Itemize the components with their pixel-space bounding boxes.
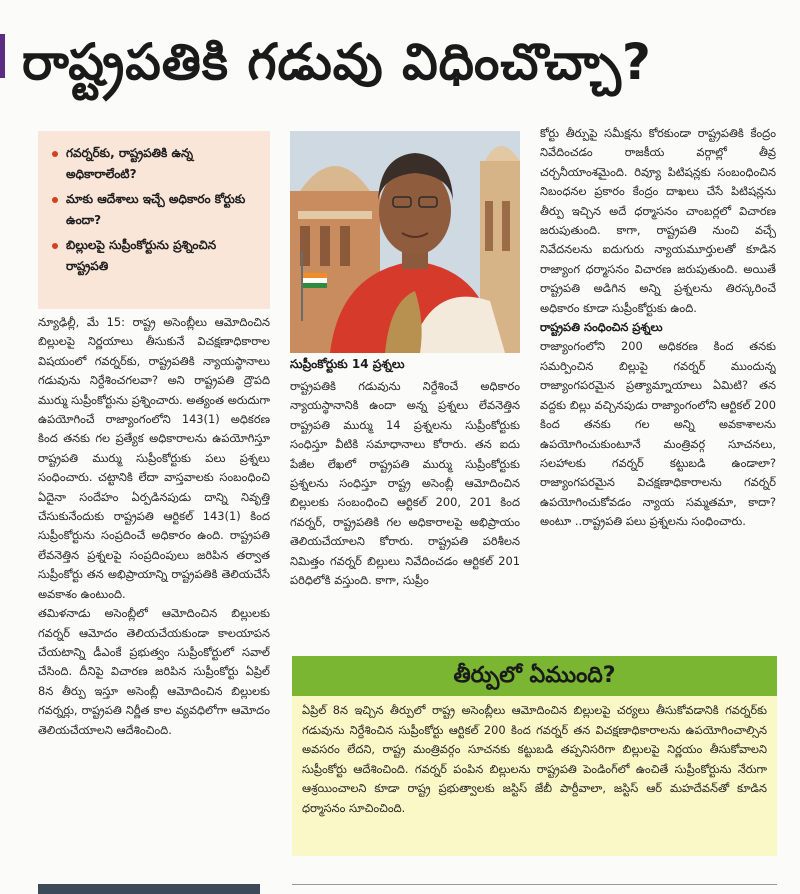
paragraph: రాజ్యాంగంలోని 200 అధికరణ కింద తనకు సమర్పించిన బిల్లుపై గవర్నర్ ముందున్న రాజ్యాంగపరమైన ప్రత్యామ్నాయాలు ఏమిటి? తన వద్దకు బిల్లు వచ్చినపుడు రాజ్యాంగంలోని ఆర్టికల్ 200 కింద తనకు గల అన్ని అవకాశాలను ఉపయోగించుకుంటూనే మంత్రివర్గ సూచనలు, సలహాలకు గవర్నర్ కట్టుబడి ఉండాలా? రాజ్యాంగపరమైన విచక్షణాధికారాలను గవర్నర్ ఉపయోగించుకోవడం న్యాయ సమ్మతమా, కాదా? అంటూ ..రాష్ట్రపతి పలు ప్రశ్నలను సంధించారు. [540,339,776,529]
divider [292,884,777,894]
verdict-box-body [292,696,777,856]
top-bar [0,0,800,22]
section-accent-bar [0,34,5,78]
bullet-item [52,235,260,277]
bullet-text: మాకు ఆదేశాలు ఇచ్చే అధికారం కోర్టుకు ఉందా? [66,192,246,227]
middle-column [290,377,520,647]
bullet-dot-icon [52,197,58,203]
bullet-dot-icon [52,243,58,249]
paragraph: కోర్టు తీర్పుపై సమీక్షను కోరకుండా రాష్ట్రపతికి కేంద్రం నివేదించడం రాజకీయ వర్గాల్లో తీవ్ర చర్చనీయాంశమైంది. రివ్యూ పిటిషన్లకు సంబంధించిన నిబంధనల ప్రకారం కేంద్రం దాఖలు చేసే పిటిషన్లను తీర్పు ఇచ్చిన అదే ధర్మాసనం చాంబర్లలో విచారణ జరుపుతుంది. కాగా, రాష్ట్రపతి నుంచి వచ్చే నివేదనలను ఐదుగురు న్యాయమూర్తులతో కూడిన రాజ్యాంగ ధర్మాసనం విచారణ జరుపుతుంది. అయితే రాష్ట్రపతి అడిగిన అన్ని ప్రశ్నలను తిరస్కరించే అధికారం కూడా సుప్రీంకోర్టుకు ఉంది. [540,126,776,315]
bullet-item [52,143,260,185]
paragraph: రాష్ట్రపతికి గడువును నిర్దేశించే అధికారం న్యాయస్థానానికి ఉందా అన్న ప్రశ్నలు లేవనెత్తిన రాష్ట్రపతి ముర్ము 14 ప్రశ్నలను సుప్రీంకోర్టుకు సంధిస్తూ వీటికి సమాధానాలు కోరారు. తన ఐదు పేజీల లేఖలో రాష్ట్రపతి ముర్ము సుప్రీంకోర్టుకు ప్రశ్నలను సంధిస్తూ రాష్ట్ర అసెంబ్లీ ఆమోదించిన బిల్లులకు సంబంధించి ఆర్టికల్ 200, 201 కింద గవర్నర్, రాష్ట్రపతికి గల అధికారాలపై అభిప్రాయం తెలియచేయాలని కోరారు. రాష్ట్రపతి పరిశీలన నిమిత్తం గవర్నర్ బిల్లులు నివేదించడం ఆర్టికల్ 201 పరిధిలోకి వస్తుంది. కాగా, సుప్రీం [290,379,520,588]
paragraph: న్యూఢిల్లీ, మే 15: రాష్ట్ర అసెంబ్లీలు ఆమోదించిన బిల్లులపై నిర్ణయాలు తీసుకునే విచక్షణాధికారాల విషయంలో గవర్నర్‌కు, రాష్ట్రపతికి న్యాయస్థానాలు గడువును నిర్దేశించగలవా? అని రాష్ట్రపతి ద్రౌపది ముర్ము సుప్రీంకోర్టును ప్రశ్నించారు. అత్యంత అరుదుగా ఉపయోగించే రాజ్యాంగంలోని 143(1) అధికరణ కింద తనకు గల ప్రత్యేక అధికారాలను ఉపయోగిస్తూ రాష్ట్రపతి ముర్ము సుప్రీంకోర్టుకు పలు ప్రశ్నలు సంధించారు. చట్టానికి లేదా వాస్తవాలకు సంబంధించి ఏదైనా సందేహం ఏర్పడినపుడు దాన్ని నివృత్తి చేసుకునేందుకు రాష్ట్రపతి ఆర్టికల్ 143(1) కింద సుప్రీంకోర్టును సంప్రదించే అధికారం ఉంది. రాష్ట్రపతి లేవనెత్తిన ప్రశ్నలపై సంప్రదింపులు జరిపిన తర్వాత సుప్రీంకోర్టు తన అభిప్రాయాన్ని రాష్ట్రపతికి తెలియచేసే అవకాశం ఉంటుంది. [38,315,270,601]
president-photo [290,131,520,353]
left-column [38,313,270,858]
bullet-dot-icon [52,151,58,157]
portrait-photo-icon [290,131,520,353]
verdict-box-title: తీర్పులో ఏముంది? [292,656,777,696]
bullet-item [52,189,260,231]
photo-caption: సుప్రీంకోర్టుకు 14 ప్రశ్నలు [290,357,405,371]
bullet-box [38,131,270,309]
next-article-thumbnail [38,884,260,894]
bullet-text: బిల్లులపై సుప్రీంకోర్టును ప్రశ్నించిన రాష్ట్రపతి [66,238,217,273]
headline: రాష్ట్రపతికి గడువు విధించొచ్చా? [22,33,652,91]
verdict-box-text: ఏప్రిల్ 8న ఇచ్చిన తీర్పులో రాష్ట్ర అసెంబ్లీలు ఆమోదించిన బిల్లులపై చర్యలు తీసుకోవడానికి గవర్నర్‌కు గడువును నిర్దేశించిన సుప్రీంకోర్టు ఆర్టికల్ 200 కింద గవర్నర్ తన విచక్షణాధికారాలను ఉపయోగించాల్సిన అవసరం లేదని, రాష్ట్ర మంత్రివర్గం సూచనకు కట్టుబడి తప్పనిసరిగా బిల్లులపై నిర్ణయం తీసుకోవాలని సుప్రీంకోర్టు ఆదేశించింది. గవర్నర్ పంపిన బిల్లులను రాష్ట్రపతి పెండింగ్‌లో ఉంచితే సుప్రీంకోర్టును నేరుగా ఆశ్రయించాలని కూడా రాష్ట్ర ప్రభుత్వాలకు జస్టిస్ జేబీ పార్దీవాలా, జస్టిస్ ఆర్ మహదేవన్‌తో కూడిన ధర్మాసనం సూచించింది. [302,703,767,815]
section-subhead: రాష్ట్రపతి సంధించిన ప్రశ్నలు [540,320,663,335]
bullet-text: గవర్నర్‌కు, రాష్ట్రపతికి ఉన్న అధికారాలేంటి? [66,146,194,181]
right-column [540,124,776,647]
paragraph: తమిళనాడు అసెంబ్లీలో ఆమోదించిన బిల్లులకు గవర్నర్ ఆమోదం తెలియచేయకుండా కాలయాపన చేయటాన్ని డీఎంకే ప్రభుత్వం సుప్రీంకోర్టులో సవాల్ చేసింది. దీనిపై విచారణ జరిపిన సుప్రీంకోర్టు ఏప్రిల్ 8న తీర్పు ఇస్తూ అసెంబ్లీ ఆమోదించిన బిల్లులకు గవర్నర్లు, రాష్ట్రపతి నిర్ణీత కాల వ్యవధిలోగా ఆమోదం తెలియచేయాలని ఆదేశించింది. [38,606,270,737]
